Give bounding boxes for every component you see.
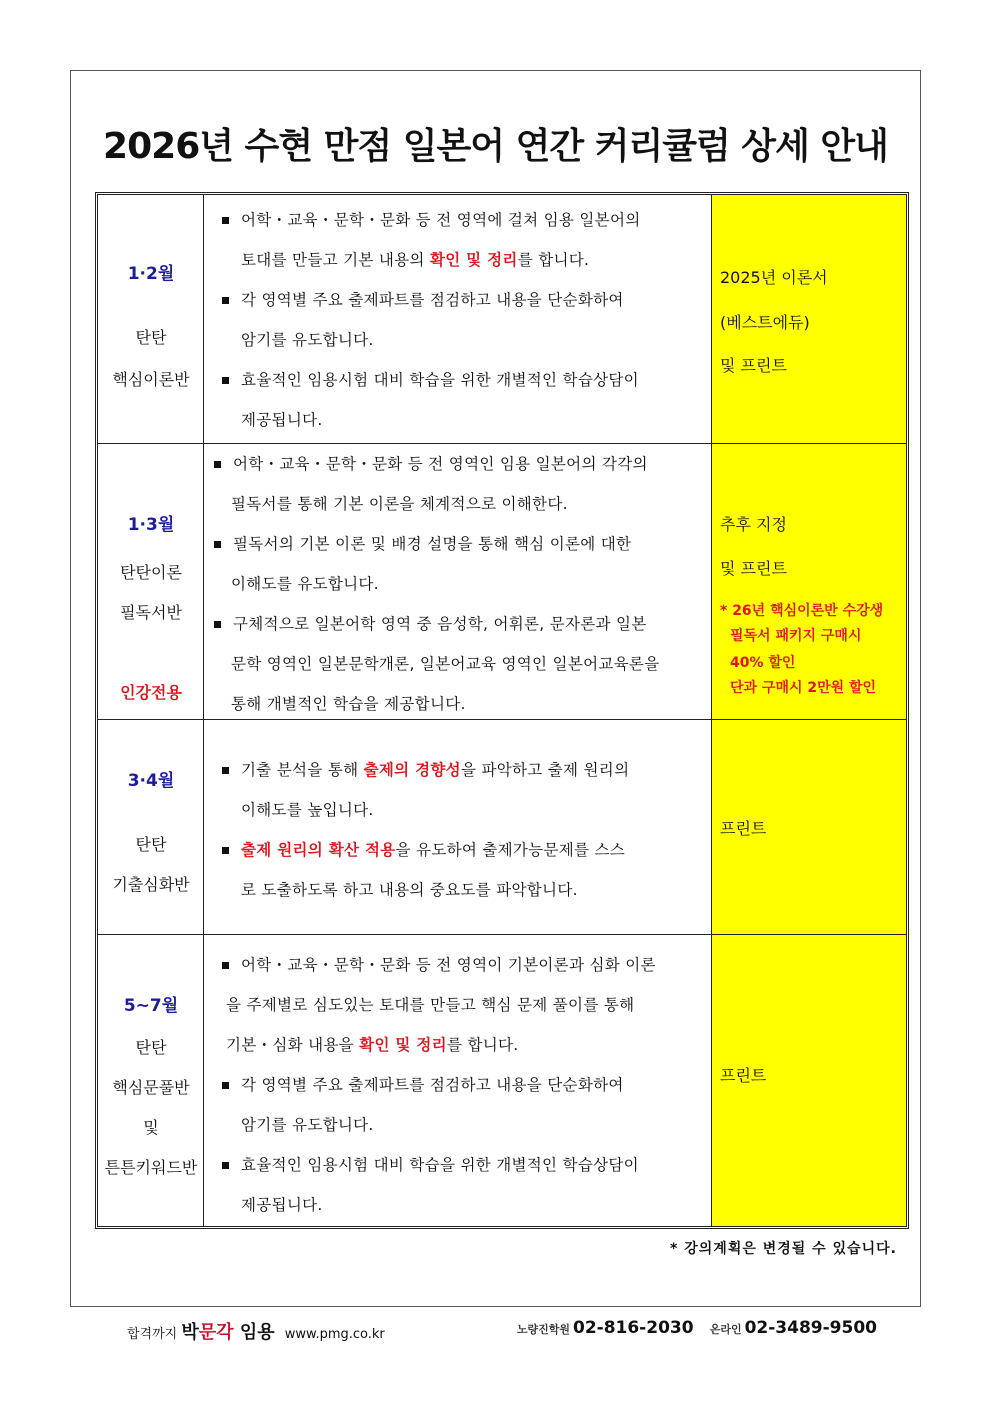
materials-line: (베스트에듀) (720, 313, 810, 332)
desc-line: 토대를 만들고 기본 내용의 확인 및 정리를 합니다. (241, 251, 590, 269)
desc-line: 이해도를 유도합니다. (231, 575, 379, 593)
period-cell (98, 720, 204, 934)
table-row (98, 720, 906, 935)
course-name-line: 필독서반 (120, 603, 182, 622)
description-cell (204, 720, 712, 934)
desc-line: 을 주제별로 심도있는 토대를 만들고 핵심 문제 풀이를 통해 (226, 996, 635, 1014)
period-cell (98, 444, 204, 719)
desc-line: 로 도출하도록 하고 내용의 중요도를 파악합니다. (241, 881, 578, 899)
materials-line: 2025년 이론서 (720, 268, 828, 287)
bullet-icon (222, 962, 229, 969)
bullet-line: 필독서의 기본 이론 및 배경 설명을 통해 핵심 이론에 대한 (214, 532, 631, 554)
bullet-line: 각 영역별 주요 출제파트를 점검하고 내용을 단순화하여 (222, 1073, 624, 1095)
highlight-text: 확인 및 정리 (429, 251, 518, 269)
desc-line: 암기를 유도합니다. (241, 331, 374, 349)
course-name-line: 핵심문풀반 (112, 1078, 190, 1097)
curriculum-table (95, 192, 909, 1229)
materials-line: 프린트 (720, 1066, 767, 1085)
course-name-line: 탄탄 (135, 1038, 167, 1057)
course-name-line: 탄탄 (135, 835, 167, 854)
course-name-line: 기출심화반 (112, 875, 190, 894)
bullet-icon (222, 767, 229, 774)
materials-line: 및 프린트 (720, 356, 787, 375)
highlight-text: 출제의 경향성 (363, 761, 461, 779)
materials-cell (712, 195, 906, 443)
description-cell (204, 444, 712, 719)
schedule-change-note: * 강의계획은 변경될 수 있습니다. (670, 1241, 897, 1257)
materials-cell (712, 720, 906, 934)
bullet-icon (222, 217, 229, 224)
course-name-line: 핵심이론반 (112, 370, 190, 389)
desc-line: 이해도를 높입니다. (241, 801, 374, 819)
footer-contacts (517, 1318, 877, 1338)
bullet-line: 효율적인 임용시험 대비 학습을 위한 개별적인 학습상담이 (222, 368, 639, 390)
bullet-icon (222, 297, 229, 304)
table-row (98, 195, 906, 444)
period-cell (98, 935, 204, 1226)
bullet-line: 기출 분석을 통해 출제의 경향성을 파악하고 출제 원리의 (222, 758, 629, 780)
course-name-line: 탄탄이론 (120, 563, 182, 582)
page-title: 2026년 수현 만점 일본어 연간 커리큘럼 상세 안내 (103, 126, 888, 167)
bullet-icon (222, 1082, 229, 1089)
offline-phone: 02-816-2030 (572, 1318, 694, 1338)
offline-label: 노량진학원 (516, 1323, 570, 1336)
bullet-line: 어학・교육・문학・문화 등 전 영역이 기본이론과 심화 이론 (222, 953, 656, 975)
materials-cell (712, 935, 906, 1226)
course-name-line: 튼튼키워드반 (104, 1158, 198, 1177)
desc-line: 필독서를 통해 기본 이론을 체계적으로 이해한다. (231, 495, 568, 513)
discount-note: 필독서 패키지 구매시 (730, 628, 862, 644)
footer-url[interactable]: www.pmg.co.kr (284, 1327, 385, 1342)
desc-line: 문학 영역인 일본문학개론, 일본어교육 영역인 일본어교육론을 (231, 655, 660, 673)
footer-slogan: 합격까지 (127, 1327, 178, 1342)
desc-line: 제공됩니다. (241, 411, 323, 429)
course-name-line: 탄탄 (135, 328, 167, 347)
table-row (98, 935, 906, 1226)
bullet-icon (222, 1162, 229, 1169)
discount-note: 단과 구매시 2만원 할인 (730, 680, 877, 696)
materials-cell (712, 444, 906, 719)
description-cell (204, 935, 712, 1226)
period-label: 3·4월 (127, 771, 175, 791)
bullet-icon (214, 541, 221, 548)
online-only-tag: 인강전용 (120, 683, 182, 702)
period-label: 1·2월 (127, 264, 175, 284)
bullet-line: 각 영역별 주요 출제파트를 점검하고 내용을 단순화하여 (222, 288, 624, 310)
desc-line: 통해 개별적인 학습을 제공합니다. (231, 695, 466, 713)
bullet-line: 구체적으로 일본어학 영역 중 음성학, 어휘론, 문자론과 일본 (214, 612, 647, 634)
discount-note: 40% 할인 (730, 655, 796, 671)
highlight-text: 출제 원리의 확산 적용 (241, 841, 396, 859)
bullet-line: 어학・교육・문학・문화 등 전 영역에 걸쳐 임용 일본어의 (222, 208, 641, 230)
discount-note: * 26년 핵심이론반 수강생 (720, 603, 884, 619)
bullet-icon (214, 621, 221, 628)
bullet-line: 어학・교육・문학・문화 등 전 영역인 임용 일본어의 각각의 (214, 452, 648, 474)
desc-line: 암기를 유도합니다. (241, 1116, 374, 1134)
period-label: 5~7월 (123, 996, 179, 1016)
period-cell (98, 195, 204, 443)
materials-line: 및 프린트 (720, 559, 787, 578)
materials-line: 추후 지정 (720, 515, 787, 534)
brand-logo: 박문각 임용 (181, 1322, 275, 1343)
bullet-icon (222, 377, 229, 384)
materials-line: 프린트 (720, 819, 767, 838)
description-cell (204, 195, 712, 443)
course-name-line: 및 (143, 1118, 159, 1137)
bullet-line: 효율적인 임용시험 대비 학습을 위한 개별적인 학습상담이 (222, 1153, 639, 1175)
desc-line: 제공됩니다. (241, 1196, 323, 1214)
footer-brand (127, 1318, 385, 1344)
bullet-icon (214, 461, 221, 468)
online-label: 온라인 (709, 1323, 742, 1336)
period-label: 1·3월 (127, 515, 175, 535)
desc-line: 기본・심화 내용을 확인 및 정리를 합니다. (226, 1036, 519, 1054)
highlight-text: 확인 및 정리 (359, 1036, 447, 1054)
bullet-icon (222, 847, 229, 854)
online-phone: 02-3489-9500 (744, 1318, 877, 1338)
bullet-line: 출제 원리의 확산 적용을 유도하여 출제가능문제를 스스 (222, 838, 625, 860)
table-row (98, 444, 906, 720)
